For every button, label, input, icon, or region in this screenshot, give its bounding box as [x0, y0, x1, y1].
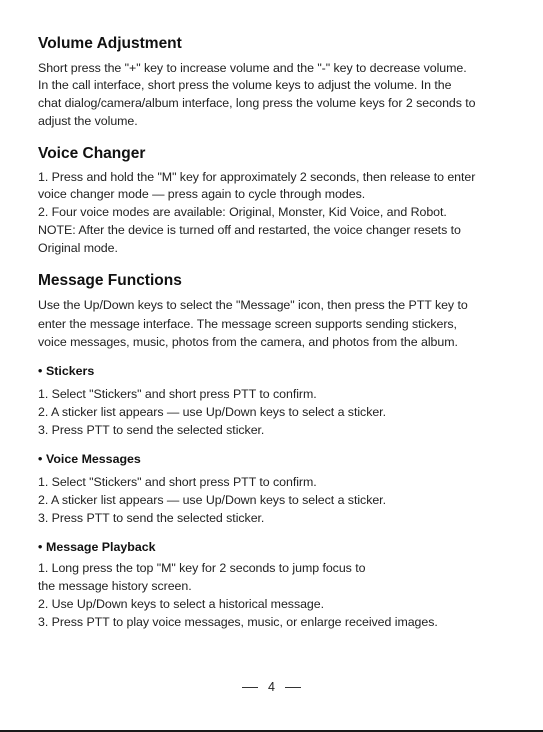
bullet-icon: •: [38, 452, 43, 466]
footer-dash-left: [242, 687, 258, 688]
page-number: 4: [268, 680, 275, 694]
subsection-title-text: Stickers: [46, 364, 95, 378]
section-text-line: In the call interface, short press the volume keys to adjust the volume. In the: [38, 78, 452, 92]
step-line: the message history screen.: [38, 579, 192, 593]
subsection-title-stickers: [38, 364, 94, 378]
step-line: 1. Select "Stickers" and short press PTT to confirm.: [38, 387, 317, 401]
section-text-line: enter the message interface. The message screen supports sending stickers,: [38, 317, 457, 331]
section-text-line: voice messages, music, photos from the camera, and photos from the album.: [38, 335, 458, 349]
page-footer: [0, 680, 543, 694]
section-text-line: voice changer mode — press again to cycle through modes.: [38, 187, 366, 201]
step-line: 1. Long press the top "M" key for 2 seconds to jump focus to: [38, 561, 366, 575]
bullet-icon: •: [38, 540, 43, 554]
step-line: 2. A sticker list appears — use Up/Down keys to select a sticker.: [38, 493, 386, 507]
subsection-title-voice-messages: [38, 452, 141, 466]
section-text-line: 2. Four voice modes are available: Original, Monster, Kid Voice, and Robot.: [38, 205, 447, 219]
section-text-line: Use the Up/Down keys to select the "Message" icon, then press the PTT key to: [38, 298, 468, 312]
section-text-line: Short press the "+" key to increase volume and the "-" key to decrease volume.: [38, 61, 467, 75]
section-text-line: NOTE: After the device is turned off and restarted, the voice changer resets to: [38, 223, 461, 237]
step-line: 3. Press PTT to send the selected sticker.: [38, 511, 265, 525]
step-line: 3. Press PTT to send the selected sticker.: [38, 423, 265, 437]
step-line: 3. Press PTT to play voice messages, music, or enlarge received images.: [38, 615, 438, 629]
subsection-title-text: Voice Messages: [46, 452, 141, 466]
section-text-line: adjust the volume.: [38, 114, 138, 128]
subsection-title-text: Message Playback: [46, 540, 156, 554]
footer-dash-right: [285, 687, 301, 688]
section-text-line: Original mode.: [38, 241, 118, 255]
step-line: 2. Use Up/Down keys to select a historical message.: [38, 597, 324, 611]
step-line: 2. A sticker list appears — use Up/Down keys to select a sticker.: [38, 405, 386, 419]
step-line: 1. Select "Stickers" and short press PTT to confirm.: [38, 475, 317, 489]
bullet-icon: •: [38, 364, 43, 378]
section-title-message-functions: Message Functions: [38, 272, 182, 289]
section-text-line: 1. Press and hold the "M" key for approximately 2 seconds, then release to enter: [38, 170, 476, 184]
section-title-volume-adjustment: Volume Adjustment: [38, 35, 182, 52]
section-title-voice-changer: Voice Changer: [38, 145, 146, 162]
section-text-line: chat dialog/camera/album interface, long press the volume keys for 2 seconds to: [38, 96, 476, 110]
subsection-title-message-playback: [38, 540, 156, 554]
